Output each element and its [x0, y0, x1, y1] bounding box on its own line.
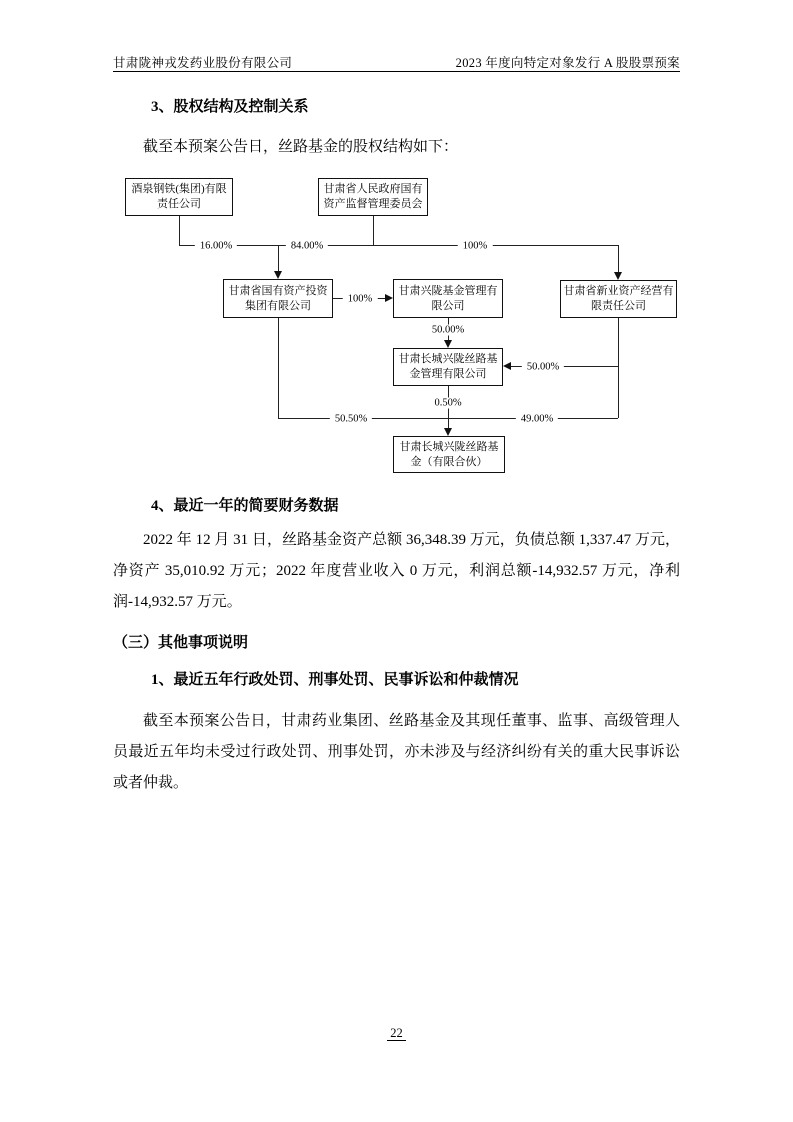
edge-label-100pct-top: 100% [458, 241, 493, 252]
node-jiuquan-iron-steel: 酒泉钢铁(集团)有限责任公司 [125, 178, 233, 216]
connector-line [618, 245, 619, 273]
arrowhead-into-xinye-asset [614, 272, 622, 280]
header-rule [113, 71, 680, 72]
edge-label-50pct-vertical: 50.00% [427, 325, 469, 336]
node-gansu-soa-investment-group: 甘肃省国有资产投资集团有限公司 [223, 279, 333, 318]
edge-label-50pct-horizontal: 50.00% [522, 362, 564, 373]
edge-label-100pct-mid: 100% [343, 294, 378, 305]
node-greatwall-xinglong-silkroad-fund-lp: 甘肃长城兴陇丝路基金（有限合伙） [393, 436, 505, 473]
heading-recent-financials: 4、最近一年的简要财务数据 [151, 498, 339, 514]
connector-line [179, 245, 618, 246]
page-number-value: 22 [387, 1026, 406, 1041]
node-greatwall-xinglong-silkroad-fund-mgmt: 甘肃长城兴陇丝路基金管理有限公司 [393, 348, 503, 386]
heading-other-matters: （三）其他事项说明 [113, 635, 249, 651]
heading-penalties-litigation: 1、最近五年行政处罚、刑事处罚、民事诉讼和仲裁情况 [151, 672, 519, 688]
paragraph-penalties-litigation: 截至本预案公告日，甘肃药业集团、丝路基金及其现任董事、监事、高级管理人员最近五年均未受过行政处罚、刑事处罚，亦未涉及与经济纠纷有关的重大民事诉讼或者仲裁。 [113, 713, 680, 791]
node-gansu-sasac: 甘肃省人民政府国有资产监督管理委员会 [318, 178, 428, 216]
connector-line [179, 216, 180, 245]
arrowhead-into-xinglong-fund [385, 294, 393, 302]
page-header [113, 53, 680, 71]
connector-line [618, 318, 619, 418]
edge-label-84pct: 84.00% [286, 241, 328, 252]
connector-line [373, 216, 374, 245]
paragraph-financial-data: 2022 年 12 月 31 日，丝路基金资产总额 36,348.39 万元，负债总额 1,337.47 万元，净资产 35,010.92 万元；2022 年度营业收入 0 万元，利润总额-14,932.57 万元，净利润-14,932.57 万元。 [113, 532, 680, 610]
arrowhead-into-silkroad-fund-mgmt-right [503, 362, 511, 370]
header-document-title: 2023 年度向特定对象发行 A 股股票预案 [455, 56, 680, 70]
edge-label-0-50pct: 0.50% [429, 398, 466, 409]
node-gansu-xinye-asset: 甘肃省新业资产经营有限责任公司 [560, 280, 677, 318]
connector-line [278, 245, 279, 272]
arrowhead-into-silkroad-fund [444, 428, 452, 436]
paragraph-equity-intro: 截至本预案公告日，丝路基金的股权结构如下： [143, 139, 459, 155]
edge-label-50-50pct: 50.50% [330, 414, 372, 425]
node-gansu-xinglong-fund-mgmt: 甘肃兴陇基金管理有限公司 [393, 279, 503, 318]
edge-label-49pct: 49.00% [516, 414, 558, 425]
connector-line [278, 318, 279, 418]
arrowhead-into-gansu-soa-investment [274, 271, 282, 279]
edge-label-16pct: 16.00% [195, 241, 237, 252]
heading-equity-structure: 3、股权结构及控制关系 [151, 99, 309, 115]
arrowhead-into-silkroad-fund-mgmt [444, 340, 452, 348]
page-number [0, 1026, 793, 1041]
header-company-name: 甘肃陇神戎发药业股份有限公司 [113, 56, 293, 70]
equity-structure-diagram [113, 170, 680, 482]
